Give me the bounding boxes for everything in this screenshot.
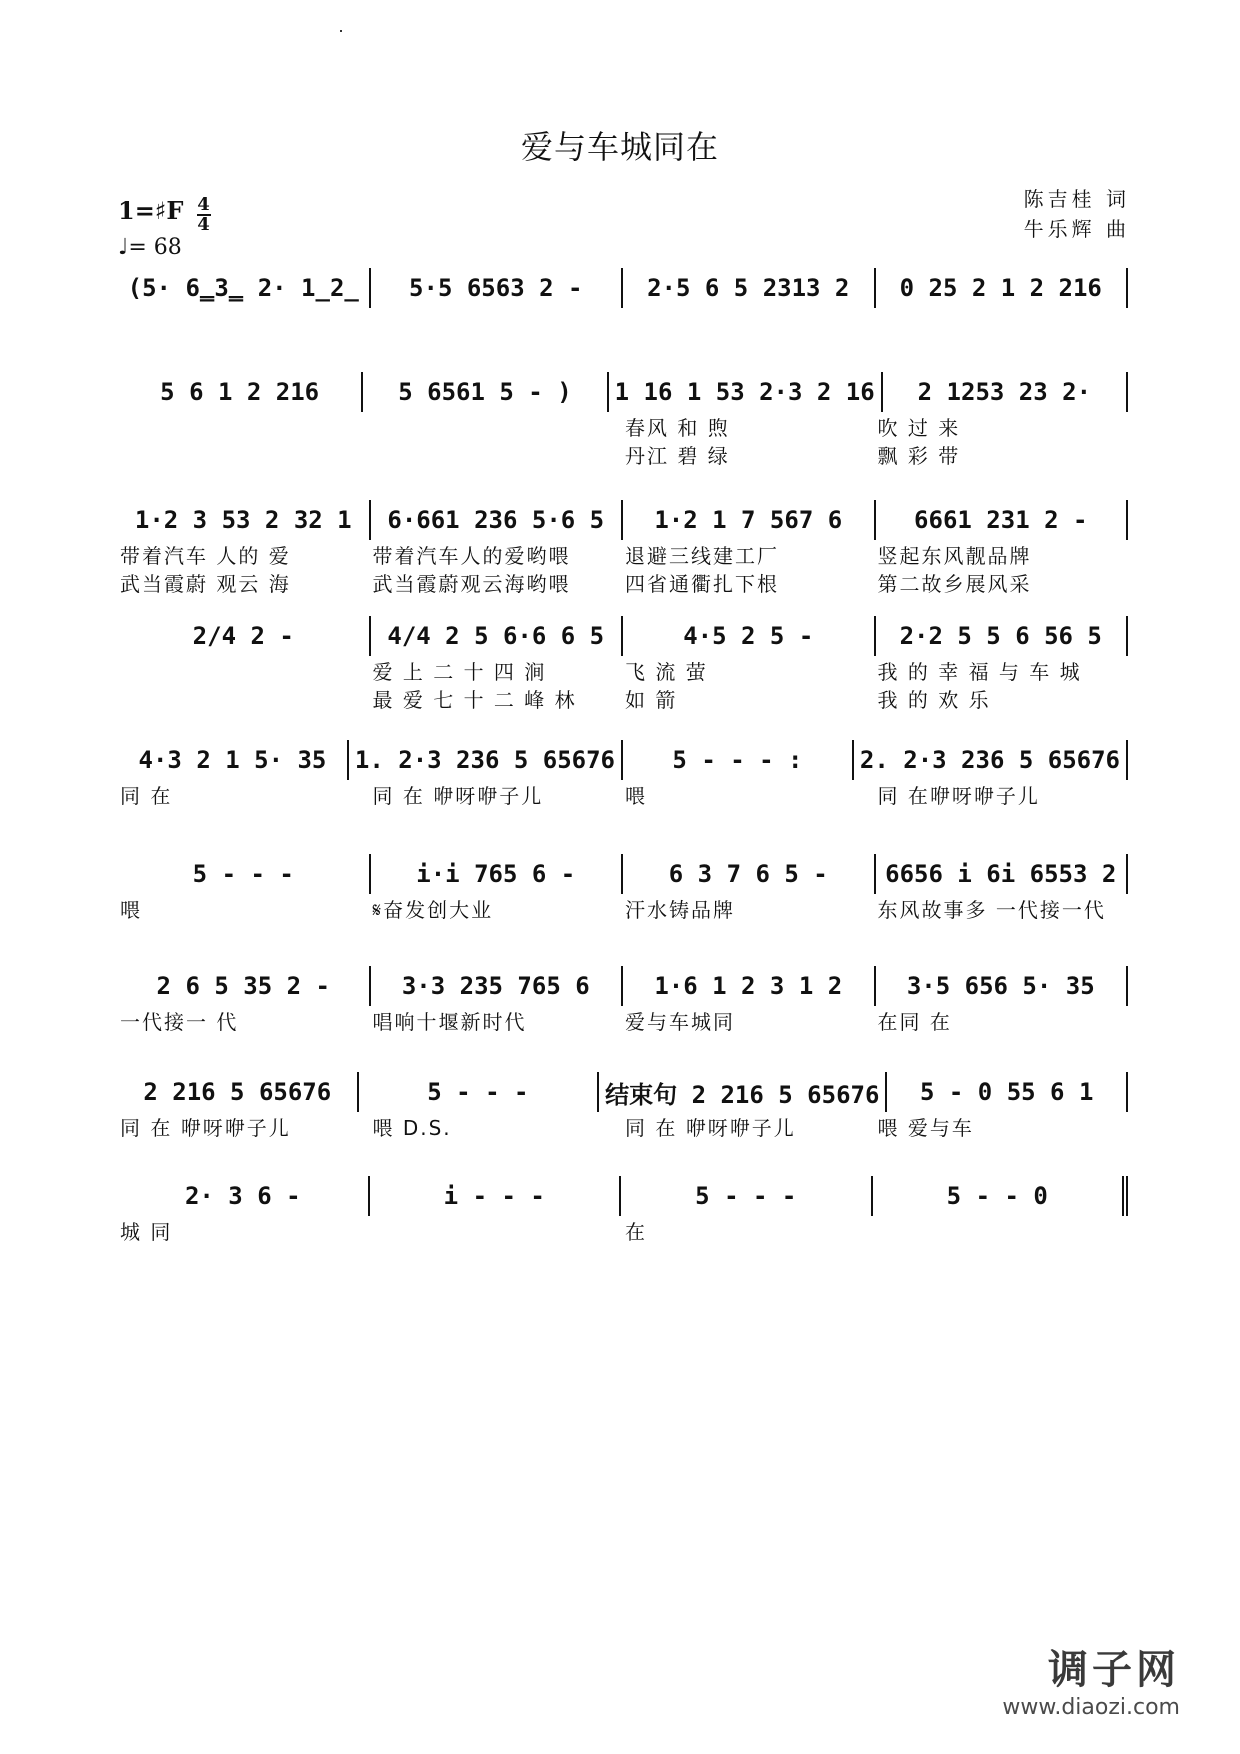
lyric-segment: 喂 爱与车 — [877, 1115, 974, 1140]
composer-credit: 牛乐辉 曲 — [1023, 217, 1130, 241]
lyric-line — [118, 440, 1128, 468]
lyric-line — [118, 1112, 1128, 1140]
measure: 2 1253 23 2· — [883, 372, 1128, 412]
measure: 4·3 2 1 5· 35 — [118, 740, 349, 780]
notation-line — [118, 966, 1128, 1006]
lyric-segment: 飞 流 萤 — [625, 659, 708, 684]
notation-line — [118, 1176, 1128, 1216]
measure: 1·6 1 2 3 1 2 — [623, 966, 876, 1006]
key-signature: 1=♯F — [118, 196, 184, 225]
measure: 1·2 3 53 2 32 1 — [118, 500, 371, 540]
lyric-segment: 爱 上 二 十 四 涧 — [372, 659, 547, 684]
notation-line — [118, 268, 1128, 308]
measure: 1. 2·3 236 5 65676 — [349, 740, 623, 780]
measure: 5 6 1 2 216 — [118, 372, 363, 412]
measure: 6656 i 6i 6553 2 — [876, 854, 1129, 894]
measure: i - - - — [370, 1176, 622, 1216]
measure: 结束句 2 216 5 65676 — [599, 1072, 887, 1112]
measure: 2·2 5 5 6 56 5 — [876, 616, 1129, 656]
stray-mark — [340, 30, 342, 32]
measure: 5 - - - — [621, 1176, 873, 1216]
score-system — [118, 740, 1128, 808]
score-system — [118, 966, 1128, 1034]
measure: 4·5 2 5 - — [623, 616, 876, 656]
lyric-segment: 如 箭 — [625, 687, 678, 712]
measure: 2 216 5 65676 — [118, 1072, 359, 1112]
lyric-segment: 春风 和 煦 — [625, 415, 730, 440]
lyric-segment: 𝄋奋发创大业 — [372, 897, 494, 922]
score-system — [118, 372, 1128, 468]
lyric-segment: 同 在 咿呀咿子儿 — [120, 1115, 291, 1140]
notation-line — [118, 616, 1128, 656]
lyric-segment: 我 的 幸 福 与 车 城 — [877, 659, 1082, 684]
watermark-logo — [1002, 1638, 1180, 1720]
lyric-segment: 带着汽车人的爱哟喂 — [372, 543, 571, 568]
measure: 2·5 6 5 2313 2 — [623, 268, 876, 308]
measure: 3·5 656 5· 35 — [876, 966, 1129, 1006]
lyric-segment: 带着汽车 人的 爱 — [120, 543, 291, 568]
lyric-segment: 竖起东风靓品牌 — [877, 543, 1032, 568]
lyric-segment: 飘 彩 带 — [877, 443, 961, 468]
measure: 6 3 7 6 5 - — [623, 854, 876, 894]
measure: 2 6 5 35 2 - — [118, 966, 371, 1006]
credits — [1024, 184, 1130, 244]
score-system — [118, 1176, 1128, 1244]
lyric-segment: 喂 — [120, 897, 142, 922]
measure: 5 6561 5 - ) — [363, 372, 608, 412]
lyric-segment: 东风故事多 一代接一代 — [877, 897, 1106, 922]
score-system — [118, 500, 1128, 596]
lyric-segment: 吹 过 来 — [877, 415, 961, 440]
lyric-segment: 在 — [625, 1219, 647, 1244]
measure: 1·2 1 7 567 6 — [623, 500, 876, 540]
measure: 6·661 236 5·6 5 — [371, 500, 624, 540]
measure: 2/4 2 - — [118, 616, 371, 656]
measure: 5 - - 0 — [873, 1176, 1129, 1216]
notation-line — [118, 372, 1128, 412]
lyric-segment: 武当霞蔚 观云 海 — [120, 571, 291, 596]
lyric-segment: 喂 D.S. — [372, 1115, 452, 1140]
lyric-line — [118, 684, 1128, 712]
measure: 3·3 235 765 6 — [371, 966, 624, 1006]
lyric-line — [118, 540, 1128, 568]
notation-line — [118, 1072, 1128, 1112]
measure: 6661 231 2 - — [876, 500, 1129, 540]
lyric-segment: 同 在咿呀咿子儿 — [877, 783, 1040, 808]
tempo-marking: ♩= 68 — [118, 234, 182, 260]
lyric-segment: 我 的 欢 乐 — [877, 687, 991, 712]
measure: 5·5 6563 2 - — [371, 268, 624, 308]
key-tempo-block — [118, 193, 211, 260]
measure: 4/4 2 5 6·6 6 5 — [371, 616, 624, 656]
measure: 2· 3 6 - — [118, 1176, 370, 1216]
score-system — [118, 1072, 1128, 1140]
measure: i·i 765 6 - — [371, 854, 624, 894]
measure: 5 - - - — [118, 854, 371, 894]
measure: 0 25 2 1 2 216 — [876, 268, 1129, 308]
lyric-line — [118, 894, 1128, 922]
lyric-segment: 武当霞蔚观云海哟喂 — [372, 571, 571, 596]
watermark-url: www.diaozi.com — [1002, 1695, 1180, 1720]
lyric-line — [118, 568, 1128, 596]
lyric-line — [118, 656, 1128, 684]
lyric-line — [118, 412, 1128, 440]
measure: 5 - - - — [359, 1072, 600, 1112]
measure: 2. 2·3 236 5 65676 — [854, 740, 1128, 780]
measure: 5 - 0 55 6 1 — [887, 1072, 1128, 1112]
measure: (5· 6̳3̳ 2· 1̲2̲ — [118, 268, 371, 308]
lyric-segment: 退避三线建工厂 — [625, 543, 779, 568]
lyric-segment: 城 同 — [120, 1219, 173, 1244]
watermark-name: 调子网 — [1048, 1647, 1180, 1693]
lyric-segment: 同 在 咿呀咿子儿 — [372, 783, 544, 808]
lyric-segment: 同 在 咿呀咿子儿 — [625, 1115, 796, 1140]
lyric-line — [118, 780, 1128, 808]
lyric-segment: 在同 在 — [877, 1009, 952, 1034]
score-system — [118, 854, 1128, 922]
lyric-segment: 四省通衢扎下根 — [625, 571, 779, 596]
lyric-segment: 爱与车城同 — [625, 1009, 735, 1034]
lyric-segment: 同 在 — [120, 783, 173, 808]
notation-line — [118, 500, 1128, 540]
time-signature: $\frac{4}{4}$ — [197, 193, 210, 235]
song-title: 爱与车城同在 — [520, 128, 719, 166]
lyricist-credit: 陈吉桂 词 — [1023, 187, 1130, 211]
lyric-line — [118, 1216, 1128, 1244]
notation-line — [118, 854, 1128, 894]
lyric-segment: 唱响十堰新时代 — [372, 1009, 527, 1034]
lyric-segment: 一代接一 代 — [120, 1009, 239, 1034]
measure: 5 - - - : — [623, 740, 854, 780]
score-system — [118, 616, 1128, 712]
lyric-segment: 丹江 碧 绿 — [625, 443, 730, 468]
lyric-segment: 第二故乡展风采 — [877, 571, 1032, 596]
notation-line — [118, 740, 1128, 780]
lyric-segment: 最 爱 七 十 二 峰 林 — [372, 687, 577, 712]
lyric-segment: 汗水铸品牌 — [625, 897, 735, 922]
score-system — [118, 268, 1128, 308]
measure: 1 16 1 53 2·3 2 16 — [609, 372, 883, 412]
lyric-line — [118, 1006, 1128, 1034]
lyric-segment: 喂 — [625, 783, 647, 808]
